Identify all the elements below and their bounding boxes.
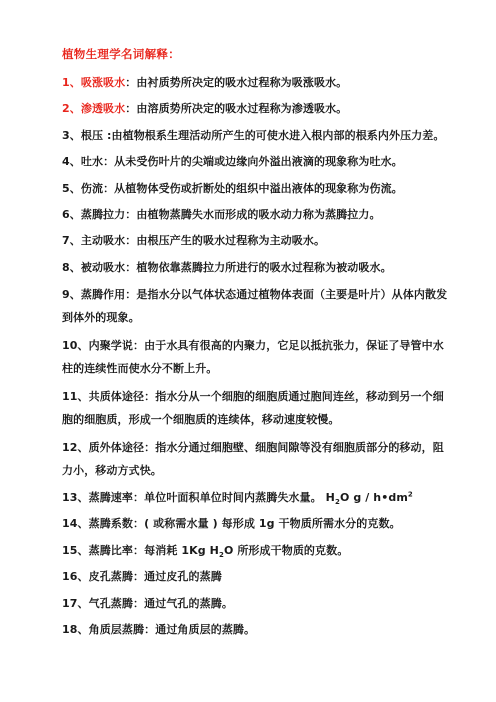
definition-text: 单位叶面积单位时间内蒸腾失水量。 H [144,491,335,505]
item-number: 6、 [62,207,81,221]
item-definition: 从植物体受伤或折断处的组织中溢出液体的现象称为伤流。 [114,181,403,195]
item-separator: ： [133,543,145,557]
item-number: 9、 [62,288,81,302]
item-separator: ： [103,181,115,195]
item-separator: ： [144,441,156,455]
item-definition: 指水分通过细胞壁、细胞间隙等没有细胞质部分的移动，阻力小，移动方式快。 [62,441,444,478]
list-item [62,619,452,641]
list-item [62,436,452,483]
list-item [62,334,452,381]
item-number: 18、 [62,623,89,637]
item-number: 4、 [62,155,81,169]
item-definition: 由衬质势所决定的吸水过程称为吸涨吸水。 [136,76,348,89]
item-term: 伤流 [80,181,104,195]
list-item [62,283,452,330]
item-term: 渗透吸水 [80,102,126,116]
item-separator: ： [133,570,145,584]
document-page [62,46,452,645]
item-separator: : [103,128,112,142]
item-number: 12、 [62,441,89,455]
item-definition: 由于水具有很高的内聚力，它足以抵抗张力，保证了导管中水柱的连续性而使水分不断上升。 [62,339,444,376]
item-term: 吐水 [80,155,104,169]
item-separator: ： [144,390,156,404]
item-separator: ： [125,260,137,274]
list-item [62,385,452,432]
list-item [62,257,452,279]
page-title: 植物生理学名词解释： [62,47,180,61]
item-definition: 从未受伤叶片的尖端或边缘向外溢出液滴的现象称为吐水。 [114,155,403,169]
list-item [62,230,452,252]
item-term: 蒸腾作用 [80,288,126,302]
item-number: 7、 [62,234,81,248]
list-item [62,540,452,562]
item-term: 蒸腾速率 [88,491,134,505]
item-definition: 由根压产生的吸水过程称为主动吸水。 [136,234,326,248]
item-number: 8、 [62,260,81,274]
definition-text: O 所形成干物质的克数。 [223,543,349,557]
definition-text: 每消耗 1Kg H [144,543,219,557]
item-number: 10、 [62,339,89,353]
list-item [62,487,452,509]
item-term: 内聚学说 [88,339,134,353]
item-number: 15、 [62,543,89,557]
item-definition: 由植物根系生理活动所产生的可使水进入根内部的根系内外压力差。 [111,128,445,142]
item-term: 根压 [80,128,104,142]
item-definition: 是指水分以气体状态通过植物体表面（主要是叶片）从体内散发到体外的现象。 [62,288,448,325]
item-definition: 指水分从一个细胞的细胞质通过胞间连丝，移动到另一个细胞的细胞质，形成一个细胞质的连续体，移动速度较慢。 [62,390,444,427]
item-definition: ( 或称需水量 ) 每形成 1g 干物质所需水分的克数。 [144,517,401,531]
item-number: 16、 [62,570,89,584]
item-definition [144,543,349,560]
item-definition: 通过皮孔的蒸腾 [144,570,222,584]
item-number: 5、 [62,181,81,195]
item-term: 被动吸水 [80,260,126,274]
item-separator: ： [125,234,137,248]
list-item [62,204,452,226]
item-number: 17、 [62,596,89,610]
item-term: 气孔蒸腾 [88,596,134,610]
item-definition: 植物依靠蒸腾拉力所进行的吸水过程称为被动吸水。 [136,260,392,274]
superscript: 2 [407,490,413,499]
item-separator: ： [125,76,137,89]
item-separator: ： [133,596,145,610]
subscript: 2 [334,498,340,507]
item-separator: ： [125,207,137,221]
list-item [62,98,452,120]
list-item [62,593,452,615]
item-term: 皮孔蒸腾 [88,570,134,584]
item-definition: 由植物蒸腾失水而形成的吸水动力称为蒸腾拉力。 [136,207,381,221]
definition-text: O g / h•dm [339,491,408,505]
item-term: 主动吸水 [80,234,126,248]
item-number: 13、 [62,491,89,505]
item-separator: ： [133,517,145,531]
item-separator: ： [133,491,145,505]
item-number: 14、 [62,517,89,531]
list-item [62,513,452,535]
item-term: 蒸腾拉力 [80,207,126,221]
list-item [62,566,452,588]
subscript: 2 [218,551,224,560]
list-item [62,178,452,200]
item-number: 3、 [62,128,81,142]
item-separator: ： [125,102,137,116]
item-number: 11、 [62,390,89,404]
item-term: 蒸腾比率 [88,543,134,557]
item-separator: ： [133,339,145,353]
item-term: 质外体途径 [88,441,145,455]
item-definition: 由溶质势所决定的吸水过程称为渗透吸水。 [136,102,348,116]
item-definition: 通过角质层的蒸腾。 [155,623,256,637]
item-number: 1、 [62,76,81,89]
item-definition: 通过气孔的蒸腾。 [144,596,233,610]
item-definition [144,490,413,507]
item-term: 共质体途径 [88,390,145,404]
item-term: 蒸腾系数 [88,517,134,531]
item-term: 角质层蒸腾 [88,623,145,637]
item-separator: ： [144,623,156,637]
list-item [62,151,452,173]
list-item [62,125,452,147]
item-separator: ： [125,288,137,302]
list-item [62,72,452,94]
item-number: 2、 [62,102,81,116]
item-term: 吸涨吸水 [80,76,126,89]
item-separator: ： [103,155,115,169]
